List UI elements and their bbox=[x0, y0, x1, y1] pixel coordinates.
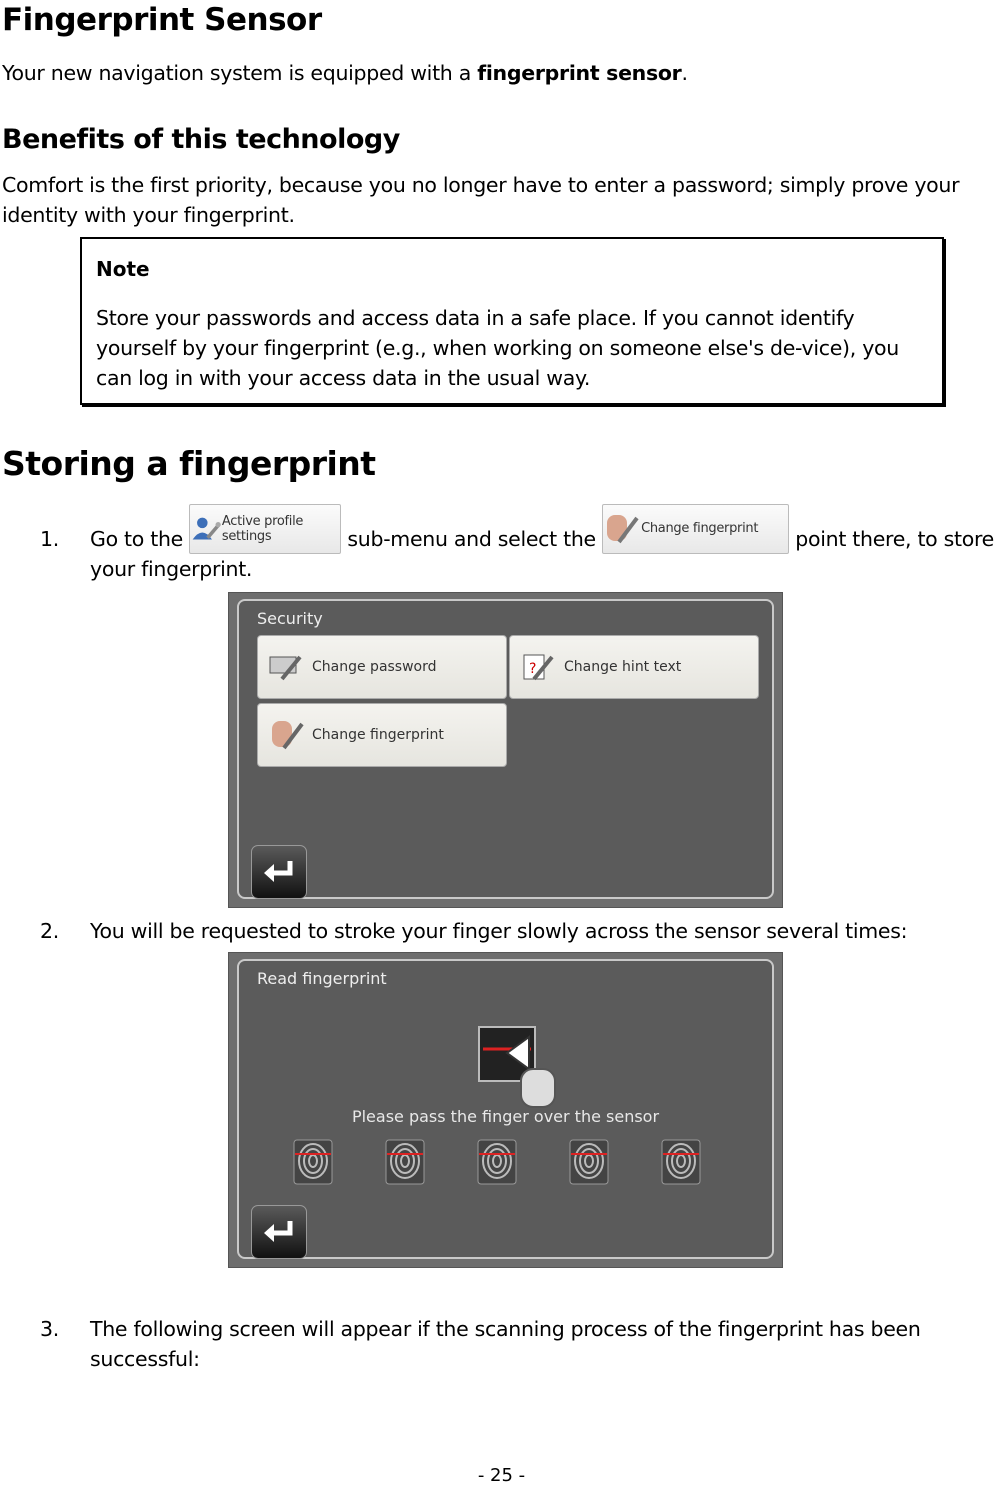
fingerprint-wrench-icon bbox=[268, 718, 304, 752]
return-arrow-icon bbox=[262, 859, 296, 885]
swipe-sensor-icon bbox=[477, 1021, 561, 1109]
fingerprint-scan-icon bbox=[385, 1139, 425, 1185]
fingerprint-scan-icon bbox=[477, 1139, 517, 1185]
step-1-part3: point there, to store your fingerprint. bbox=[90, 527, 994, 581]
step-1-number: 1. bbox=[40, 527, 59, 551]
benefits-heading: Benefits of this technology bbox=[2, 124, 400, 155]
change-hint-text-label: Change hint text bbox=[564, 659, 682, 675]
intro-period: . bbox=[681, 61, 688, 85]
active-profile-settings-button[interactable] bbox=[189, 504, 341, 554]
security-panel bbox=[237, 599, 774, 899]
change-fingerprint-chip[interactable] bbox=[602, 504, 789, 554]
intro-paragraph bbox=[2, 58, 688, 88]
intro-bold-term: fingerprint sensor bbox=[477, 61, 682, 85]
page-title: Fingerprint Sensor bbox=[2, 2, 322, 38]
active-profile-settings-label: Active profile settings bbox=[221, 514, 304, 544]
password-wrench-icon bbox=[268, 651, 304, 683]
change-password-tile[interactable] bbox=[257, 635, 507, 699]
read-fingerprint-screenshot bbox=[228, 952, 783, 1268]
intro-text: Your new navigation system is equipped with a bbox=[2, 61, 478, 85]
read-fingerprint-title: Read fingerprint bbox=[257, 969, 387, 988]
security-screenshot bbox=[228, 592, 783, 908]
fingerprint-wrench-icon bbox=[603, 512, 641, 546]
change-fingerprint-tile[interactable] bbox=[257, 703, 507, 767]
step-3-number: 3. bbox=[40, 1317, 59, 1341]
change-fingerprint-label: Change fingerprint bbox=[312, 727, 444, 743]
change-fingerprint-chip-label: Change fingerprint bbox=[641, 521, 759, 536]
change-password-label: Change password bbox=[312, 659, 437, 675]
hint-wrench-icon bbox=[520, 651, 556, 683]
step-1-text bbox=[90, 514, 995, 584]
fingerprint-scan-icon bbox=[569, 1139, 609, 1185]
step-1-part2: sub-menu and select the bbox=[347, 527, 596, 551]
benefits-text: Comfort is the first priority, because you no longer have to enter a password; simply prove your identity with your fingerprint. bbox=[2, 173, 960, 227]
read-fingerprint-panel bbox=[237, 959, 774, 1259]
step-1-part1: Go to the bbox=[90, 527, 183, 551]
fingerprint-scan-icon bbox=[661, 1139, 701, 1185]
svg-text:?: ? bbox=[529, 661, 537, 677]
back-button[interactable] bbox=[251, 845, 307, 899]
security-title: Security bbox=[257, 609, 323, 628]
page-number: - 25 - bbox=[477, 1465, 526, 1486]
fingerprint-scan-icon bbox=[293, 1139, 333, 1185]
step-2-text: You will be requested to stroke your finger slowly across the sensor several times: bbox=[90, 919, 908, 943]
step-2-number: 2. bbox=[40, 919, 59, 943]
note-box bbox=[80, 237, 944, 405]
return-arrow-icon bbox=[262, 1219, 296, 1245]
step-3-text: The following screen will appear if the scanning process of the fingerprint has been successful: bbox=[90, 1317, 921, 1371]
user-settings-icon bbox=[190, 513, 222, 545]
note-title: Note bbox=[96, 257, 150, 281]
storing-heading: Storing a fingerprint bbox=[2, 444, 376, 483]
back-button[interactable] bbox=[251, 1205, 307, 1259]
change-hint-text-tile[interactable] bbox=[509, 635, 759, 699]
note-text: Store your passwords and access data in a safe place. If you cannot identify yourself by your fingerprint (e.g., when working on someone else's de-vice), you can log in with your access data in the usual way. bbox=[96, 306, 899, 390]
read-prompt: Please pass the finger over the sensor bbox=[351, 1107, 660, 1126]
